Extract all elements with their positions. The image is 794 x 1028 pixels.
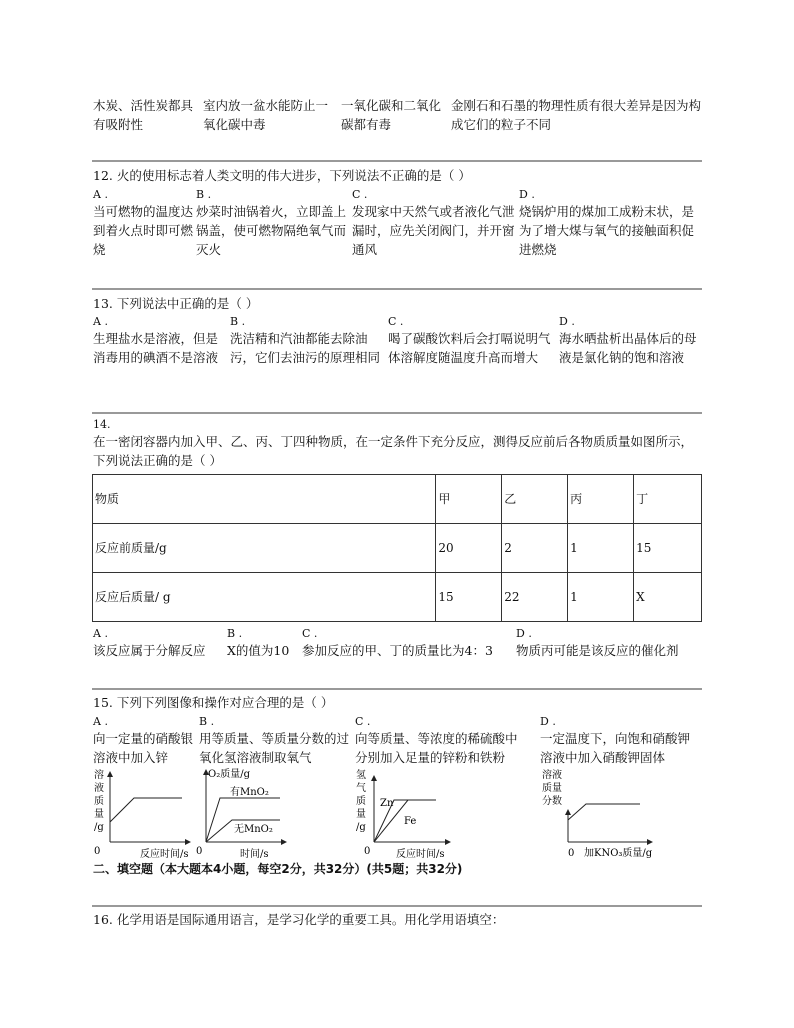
q14-number: 14. [93, 418, 111, 431]
graph-b-line2-label: 无MnO₂ [234, 824, 273, 835]
q13-option-a[interactable] [93, 314, 223, 367]
graph-d-ylabel: 质量 [542, 783, 562, 794]
q15-option-a[interactable] [93, 714, 195, 767]
option-text: 一定温度下，向饱和硝酸钾溶液中加入硝酸钾固体 [540, 731, 691, 765]
graph-c-ylabel: 氢 [356, 770, 366, 781]
option-text: 当可燃物的温度达到着火点时即可燃烧 [93, 204, 194, 257]
q16-title: 16. 化学用语是国际通用语言，是学习化学的重要工具。用化学用语填空： [93, 912, 505, 927]
option-text: 发现家中天然气或者液化气泄漏时，应先关闭阀门，并开窗通风 [352, 204, 515, 257]
option-text-prefix: 烧锅炉用的煤加工成粉末状， [519, 204, 682, 219]
table-header-cell: 甲 [436, 475, 502, 524]
q14-option-a[interactable] [93, 626, 223, 660]
q14-stem: 在一密闭容器内加入甲、乙、丙、丁四种物质，在一定条件下充分反应，测得反应前后各物质质量如图所示，下列说法正确的是（ ） [93, 434, 694, 468]
divider [92, 160, 702, 162]
q15-title: 15. 下列下列图像和操作对应合理的是（ ） [93, 695, 334, 710]
q12-option-a[interactable] [93, 187, 193, 259]
graph-b-line1-label: 有MnO₂ [230, 787, 269, 798]
q12-option-c[interactable] [352, 187, 516, 259]
option-text: 向一定量的硝酸银溶液中加入锌 [93, 731, 194, 765]
option-text: 炒菜时油锅着火，立即盖上锅盖，使可燃物隔绝氧气而灭火 [196, 204, 347, 257]
graph-c-ylabel: 量 [356, 809, 366, 820]
graph-c-xlabel: 反应时间/s [396, 849, 445, 860]
q15-graph-b [196, 764, 346, 860]
graph-c-line2-label: Fe [404, 816, 417, 827]
q14-table [92, 474, 702, 622]
graph-d-xlabel: 加KNO₃质量/g [584, 848, 653, 859]
q13-option-d[interactable] [559, 314, 701, 367]
option-text: 喝了碳酸饮料后会打嗝说明气体溶解度随温度升高而增大 [388, 331, 551, 365]
graph-a-ylabel: 液 [94, 783, 104, 794]
table-cell: 15 [436, 573, 502, 622]
q15-graph-a [90, 766, 195, 862]
table-cell: 反应前质量/g [93, 524, 436, 573]
graph-c-ylabel: 质 [356, 796, 366, 807]
option-letter: C . [302, 627, 318, 640]
table-cell: X [634, 573, 702, 622]
table-header-cell: 丁 [634, 475, 702, 524]
graph-c-origin: 0 [364, 846, 371, 857]
graph-c-ylabel: 气 [356, 783, 366, 794]
q13-option-b[interactable] [230, 314, 382, 367]
table-header-cell: 乙 [502, 475, 568, 524]
q14-option-b[interactable] [227, 626, 303, 660]
graph-d-ylabel: 溶液 [542, 770, 562, 781]
option-text: 是为了增大煤与氧气的接触面积促进燃烧 [519, 204, 695, 257]
option-letter: D . [516, 627, 532, 640]
graph-d-origin: 0 [568, 848, 575, 859]
graph-d-ylabel: 分数 [542, 796, 562, 807]
q15-graph-c [352, 766, 502, 862]
option-text: 洗洁精和汽油都能去除油污，它们去油污的原理相同 [230, 331, 381, 365]
option-text: X的值为10 [227, 643, 290, 658]
graph-a-ylabel: 溶 [94, 770, 104, 781]
table-cell: 1 [568, 573, 634, 622]
q11-option-c: 一氧化碳和二氧化碳都有毒 [341, 98, 442, 132]
q13-title: 13. 下列说法中正确的是（ ） [93, 296, 259, 311]
graph-a-ylabel: 质 [94, 796, 104, 807]
option-text: 生理盐水是溶液，但是消毒用的碘酒不是溶液 [93, 331, 219, 365]
table-row [93, 475, 702, 524]
option-letter: A . [93, 715, 108, 728]
q14-option-c[interactable] [302, 626, 514, 660]
table-header-cell: 物质 [93, 475, 436, 524]
option-letter: D . [519, 188, 535, 201]
table-cell: 2 [502, 524, 568, 573]
graph-b-ylabel: O₂质量/g [208, 769, 250, 780]
option-letter: B . [227, 627, 243, 640]
q15-option-d[interactable] [540, 714, 700, 767]
curve [110, 798, 182, 822]
divider [92, 905, 702, 907]
option-text: 参加反应的甲、丁的质量比为4：3 [302, 643, 493, 658]
table-header-cell: 丙 [568, 475, 634, 524]
option-text: 物质丙可能是该反应的催化剂 [516, 643, 679, 658]
option-letter: D . [540, 715, 556, 728]
graph-a-origin: 0 [94, 846, 101, 857]
table-cell: 反应后质量/ g [93, 573, 436, 622]
q11-option-d: 金刚石和石墨的物理性质有很大差异是因为构成它们的粒子不同 [451, 98, 702, 132]
q12-title: 12. 火的使用标志着人类文明的伟大进步，下列说法不正确的是（ ） [93, 168, 471, 183]
q15-option-c[interactable] [355, 714, 525, 767]
option-letter: A . [93, 315, 108, 328]
graph-c-line1-label: Zn [380, 798, 394, 809]
table-cell: 15 [634, 524, 702, 573]
option-letter: D . [559, 315, 575, 328]
option-letter: B . [230, 315, 246, 328]
graph-a-ylabel: /g [94, 822, 104, 833]
table-row [93, 524, 702, 573]
divider [92, 412, 702, 414]
table-cell: 20 [436, 524, 502, 573]
table-cell: 22 [502, 573, 568, 622]
q14-option-d[interactable] [516, 626, 704, 660]
option-letter: A . [93, 627, 108, 640]
graph-a-xlabel: 反应时间/s [140, 849, 189, 860]
option-text: 海水晒盐析出晶体后的母液是氯化钠的饱和溶液 [559, 331, 697, 365]
q11-option-b: 室内放一盆水能防止一氧化碳中毒 [203, 98, 329, 132]
graph-a-ylabel: 量 [94, 809, 104, 820]
table-row [93, 573, 702, 622]
section-heading: 二、填空题（本大题本4小题，每空2分，共32分）(共5题；共32分) [93, 862, 463, 876]
option-letter: B . [196, 188, 212, 201]
graph-b-xlabel: 时间/s [240, 849, 269, 860]
option-text: 向等质量、等浓度的稀硫酸中分别加入足量的锌粉和铁粉 [355, 731, 518, 765]
graph-b-origin: 0 [196, 846, 203, 857]
option-letter: C . [352, 188, 368, 201]
table-cell: 1 [568, 524, 634, 573]
option-letter: C . [355, 715, 371, 728]
q15-graph-d [540, 766, 700, 862]
graph-c-ylabel: /g [356, 822, 366, 833]
q13-option-c[interactable] [388, 314, 552, 367]
curve [568, 804, 640, 820]
q15-option-b[interactable] [199, 714, 351, 767]
q12-option-b[interactable] [196, 187, 348, 259]
option-letter: C . [388, 315, 404, 328]
divider [92, 688, 702, 690]
divider [92, 288, 702, 290]
q12-option-d[interactable] [519, 187, 703, 259]
option-text: 该反应属于分解反应 [93, 643, 206, 658]
option-letter: A . [93, 188, 108, 201]
q11-option-a: 木炭、活性炭都具有吸附性 [93, 98, 194, 132]
option-letter: B . [199, 715, 215, 728]
option-text: 用等质量、等质量分数的过氧化氢溶液制取氧气 [199, 731, 350, 765]
